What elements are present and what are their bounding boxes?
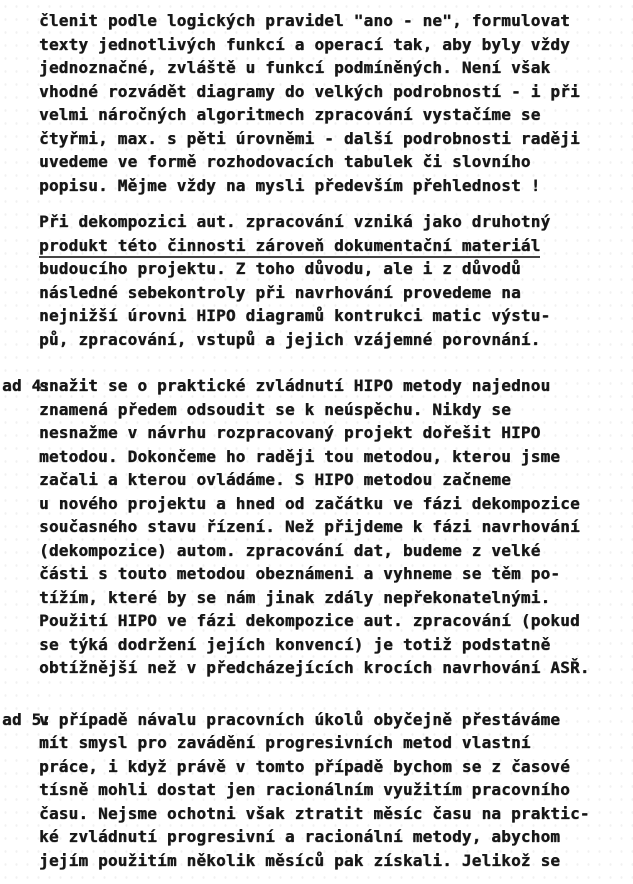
text-line xyxy=(39,492,627,516)
line-text: znamená předem odsoudit se k neúspěchu. Nikdy se xyxy=(39,399,511,419)
line-text: času. Nejsme ochotni však ztratit měsíc času na praktic- xyxy=(39,803,590,823)
text-line xyxy=(39,210,627,234)
text-line xyxy=(39,234,627,258)
text-line xyxy=(39,778,627,802)
text-line xyxy=(39,174,627,198)
text-line xyxy=(39,127,627,151)
line-text: nesnažme v návrhu rozpracovaný projekt dořešit HIPO xyxy=(39,423,541,442)
text-line xyxy=(39,80,627,104)
text-line xyxy=(39,468,627,492)
line-text: budoucího projektu. Z toho důvodu, ale i z důvodů xyxy=(39,259,521,278)
line-text: tížím, které by se nám jinak zdály nepřekonatelnými. xyxy=(39,587,551,607)
line-text: Při dekompozici aut. zpracování vzniká jako druhotný xyxy=(39,212,551,231)
line-text: obtížnější než v předcházejících krocích navrhování ASŘ. xyxy=(39,658,590,677)
text-line xyxy=(39,33,627,57)
text-line xyxy=(39,445,627,469)
text-line xyxy=(39,562,627,586)
paragraph-ad4 xyxy=(2,374,627,680)
text-line xyxy=(39,304,627,328)
text-line xyxy=(39,731,627,755)
text-line xyxy=(39,586,627,610)
line-text: následné sebekontroly při navrhování provedeme na xyxy=(39,282,521,302)
text-line xyxy=(39,9,627,33)
line-text: texty jednotlivých funkcí a operací tak, aby byly vždy xyxy=(39,34,570,54)
text-line xyxy=(39,633,627,657)
text-line xyxy=(39,421,627,445)
text-line xyxy=(39,802,627,826)
line-text: popisu. Mějme vždy na mysli především přehlednost ! xyxy=(39,175,541,195)
line-text: vhodné rozvádět diagramy do velkých podrobností - i při xyxy=(39,81,580,101)
line-text: (dekompozice) autom. zpracování dat, budeme z velké xyxy=(39,540,541,560)
paragraph-label: ad 4: xyxy=(2,376,52,395)
line-text: části s touto metodou obeznámeni a vyhneme se těm po- xyxy=(39,564,561,583)
line-text: mít smysl pro zavádění progresivních metod vlastní xyxy=(39,733,531,752)
line-text: ké zvládnutí progresivní a racionální metody, abychom xyxy=(39,827,561,846)
line-text: snažit se o praktické zvládnutí HIPO metody najednou xyxy=(39,376,551,395)
text-line xyxy=(39,56,627,80)
text-line xyxy=(39,656,627,680)
line-text: v případě návalu pracovních úkolů obyčejně přestáváme xyxy=(39,709,561,729)
text-line xyxy=(39,825,627,849)
paragraph-lines xyxy=(39,374,627,680)
paragraph-lines xyxy=(39,210,627,351)
text-line xyxy=(39,539,627,563)
line-text: velmi náročných algoritmech zpracování vystačíme se xyxy=(39,105,541,124)
paragraph-label: ad 5: xyxy=(2,709,52,729)
line-text: čtyřmi, max. s pěti úrovněmi - další podrobnosti raději xyxy=(39,128,580,148)
line-text: metodou. Dokončeme ho raději tou metodou, kterou jsme xyxy=(39,446,561,466)
text-line xyxy=(39,257,627,281)
underlined-text: produkt této činnosti zároveň dokumentační materiál xyxy=(39,236,540,258)
line-text: tísně mohli dostat jen racionálním využitím pracovního xyxy=(39,780,570,799)
line-text: pů, zpracování, vstupů a jejich vzájemné porovnání. xyxy=(39,329,541,349)
line-text: členit podle logických pravidel "ano - ne", formulovat xyxy=(39,11,570,30)
text-line xyxy=(39,103,627,127)
line-text: u nového projektu a hned od začátku ve fázi dekompozice xyxy=(39,493,580,513)
line-text: jednoznačné, zvláště u funkcí podmíněných. Není však xyxy=(39,58,551,77)
line-text: současného stavu řízení. Než přijdeme k fázi navrhování xyxy=(39,517,580,536)
paragraph xyxy=(2,9,627,197)
text-line xyxy=(39,515,627,539)
text-line xyxy=(39,849,627,873)
line-text: uvedeme ve formě rozhodovacích tabulek či slovního xyxy=(39,152,531,171)
line-text: Použití HIPO ve fázi dekompozice aut. zpracování (pokud xyxy=(39,611,580,630)
paragraph xyxy=(2,210,627,351)
paragraph-lines xyxy=(39,9,627,197)
text-line xyxy=(39,281,627,305)
text-line xyxy=(39,398,627,422)
paragraph-lines xyxy=(39,708,627,873)
paragraph-ad5 xyxy=(2,708,627,873)
text-line xyxy=(39,374,627,398)
line-text: nejnižší úrovni HIPO diagramů kontrukci matic výstu- xyxy=(39,306,551,325)
text-line xyxy=(39,708,627,732)
line-text: jejím použitím několik měsíců pak získali. Jelikož se xyxy=(39,850,561,870)
text-line xyxy=(39,150,627,174)
text-line xyxy=(39,755,627,779)
line-text: práce, i když právě v tomto případě bychom se z časové xyxy=(39,756,570,776)
text-line xyxy=(39,328,627,352)
line-text: začali a kterou ovládáme. S HIPO metodou začneme xyxy=(39,470,511,489)
text-line xyxy=(39,609,627,633)
text-block xyxy=(2,9,627,872)
line-text: se týká dodržení jejích konvencí) je totiž podstatně xyxy=(39,634,551,654)
